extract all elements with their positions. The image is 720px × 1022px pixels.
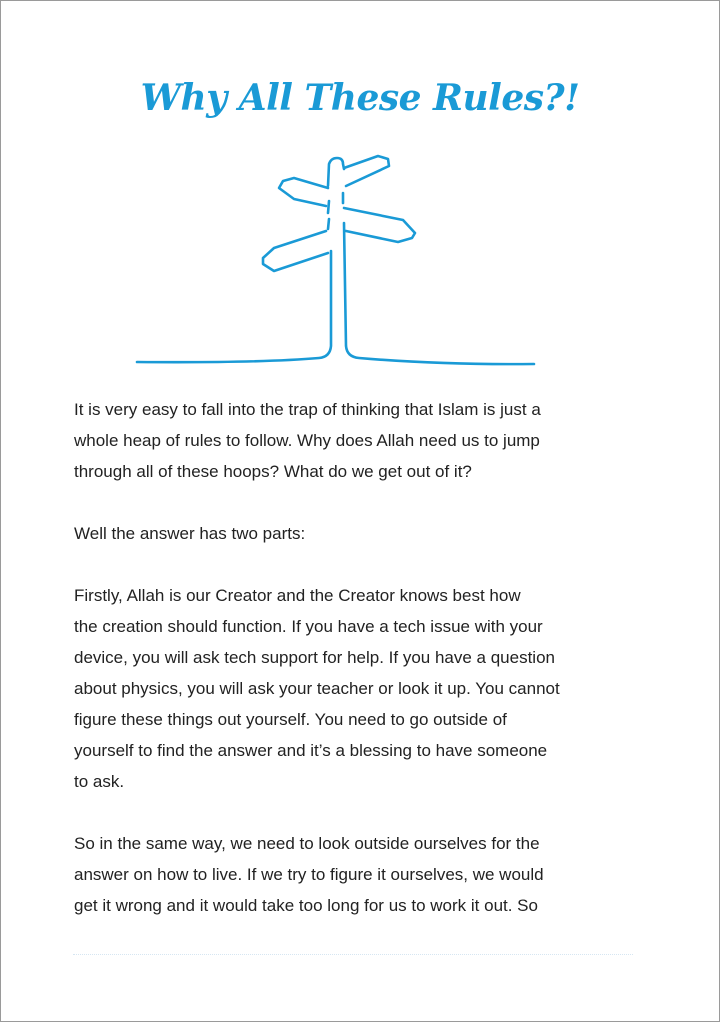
text-line: about physics, you will ask your teacher or look it up. You cannot <box>74 679 560 698</box>
text-line: answer on how to live. If we try to figure it ourselves, we would <box>74 865 544 884</box>
text-line: device, you will ask tech support for help. If you have a question <box>74 648 555 667</box>
body-text <box>74 394 654 952</box>
paragraph <box>74 580 654 797</box>
text-line: to ask. <box>74 772 125 791</box>
text-line: whole heap of rules to follow. Why does Allah need us to jump <box>74 431 540 450</box>
signpost-icon <box>1 1 720 401</box>
text-line: Well the answer has two parts: <box>74 524 306 543</box>
paragraph <box>74 394 654 487</box>
page-title: Why All These Rules?! <box>140 77 580 119</box>
text-line: figure these things out yourself. You need to go outside of <box>74 710 507 729</box>
text-line: yourself to find the answer and it’s a blessing to have someone <box>74 741 548 760</box>
text-line: the creation should function. If you have a tech issue with your <box>74 617 543 636</box>
text-line: through all of these hoops? What do we get out of it? <box>74 462 472 481</box>
text-line: get it wrong and it would take too long for us to work it out. So <box>74 896 538 915</box>
text-line: So in the same way, we need to look outside ourselves for the <box>74 834 540 853</box>
footer-divider <box>73 954 633 955</box>
text-line: It is very easy to fall into the trap of thinking that Islam is just a <box>74 400 541 419</box>
paragraph <box>74 518 654 549</box>
text-line: Firstly, Allah is our Creator and the Creator knows best how <box>74 586 521 605</box>
paragraph <box>74 828 654 921</box>
